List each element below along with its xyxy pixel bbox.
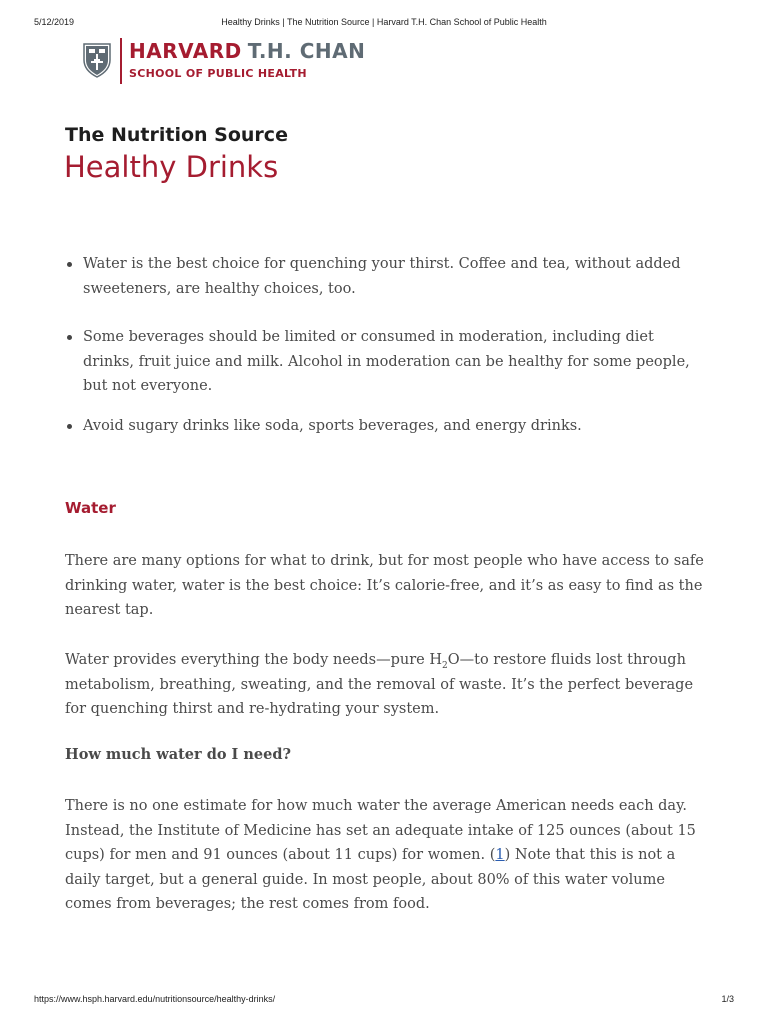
logo-chan-text: T.H. CHAN bbox=[247, 39, 366, 63]
section-heading-water: Water bbox=[65, 499, 116, 517]
subheading-how-much-water: How much water do I need? bbox=[65, 746, 292, 763]
print-footer bbox=[0, 994, 768, 1008]
print-page-title: Healthy Drinks | The Nutrition Source | Harvard T.H. Chan School of Public Health bbox=[221, 17, 547, 27]
site-title: The Nutrition Source bbox=[65, 124, 288, 146]
print-url: https://www.hsph.harvard.edu/nutritionsource/healthy-drinks/ bbox=[34, 994, 276, 1004]
reference-link-1[interactable]: 1 bbox=[495, 847, 505, 863]
para2-text-start: Water provides everything the body needs—pure H bbox=[65, 652, 442, 668]
water-paragraph-2 bbox=[65, 648, 715, 722]
para3-text-end: ) Note that this is not a daily target, but a general guide. In most people, about 80% of this water volume comes from beverages; the rest comes from food. bbox=[65, 847, 676, 912]
water-paragraph-3 bbox=[65, 794, 715, 917]
print-date: 5/12/2019 bbox=[34, 17, 75, 27]
para2-text-end: O—to restore fluids lost through metabolism, breathing, sweating, and the removal of waste. It’s the perfect beverage for quenching thirst and re-hydrating your system. bbox=[65, 652, 694, 717]
list-item: Avoid sugary drinks like soda, sports beverages, and energy drinks. bbox=[65, 414, 705, 439]
logo-harvard-text: HARVARD bbox=[129, 39, 242, 63]
print-header bbox=[0, 17, 768, 31]
logo-wordmark bbox=[129, 39, 365, 63]
list-item: Water is the best choice for quenching your thirst. Coffee and tea, without added sweeteners, are healthy choices, too. bbox=[65, 252, 705, 301]
logo-divider bbox=[120, 38, 122, 84]
print-page-number: 1/3 bbox=[721, 994, 734, 1004]
h2o-subscript: 2 bbox=[442, 660, 448, 671]
para3-text-start: There is no one estimate for how much water the average American needs each day. Instead, the Institute of Medicine has set an adequate intake of 125 ounces (about 15 cups) for men and 91 ounces (about 11 cups) for women. ( bbox=[65, 798, 696, 863]
logo-school-name: SCHOOL OF PUBLIC HEALTH bbox=[129, 67, 307, 80]
harvard-shield-icon bbox=[82, 42, 112, 78]
list-item: Some beverages should be limited or consumed in moderation, including diet drinks, fruit juice and milk. Alcohol in moderation can be healthy for some people, but not everyone. bbox=[65, 325, 705, 399]
water-paragraph-1: There are many options for what to drink, but for most people who have access to safe drinking water, water is the best choice: It’s calorie-free, and it’s as easy to find as the nearest tap. bbox=[65, 553, 704, 618]
page-title: Healthy Drinks bbox=[64, 150, 279, 184]
key-points-list bbox=[65, 252, 705, 438]
